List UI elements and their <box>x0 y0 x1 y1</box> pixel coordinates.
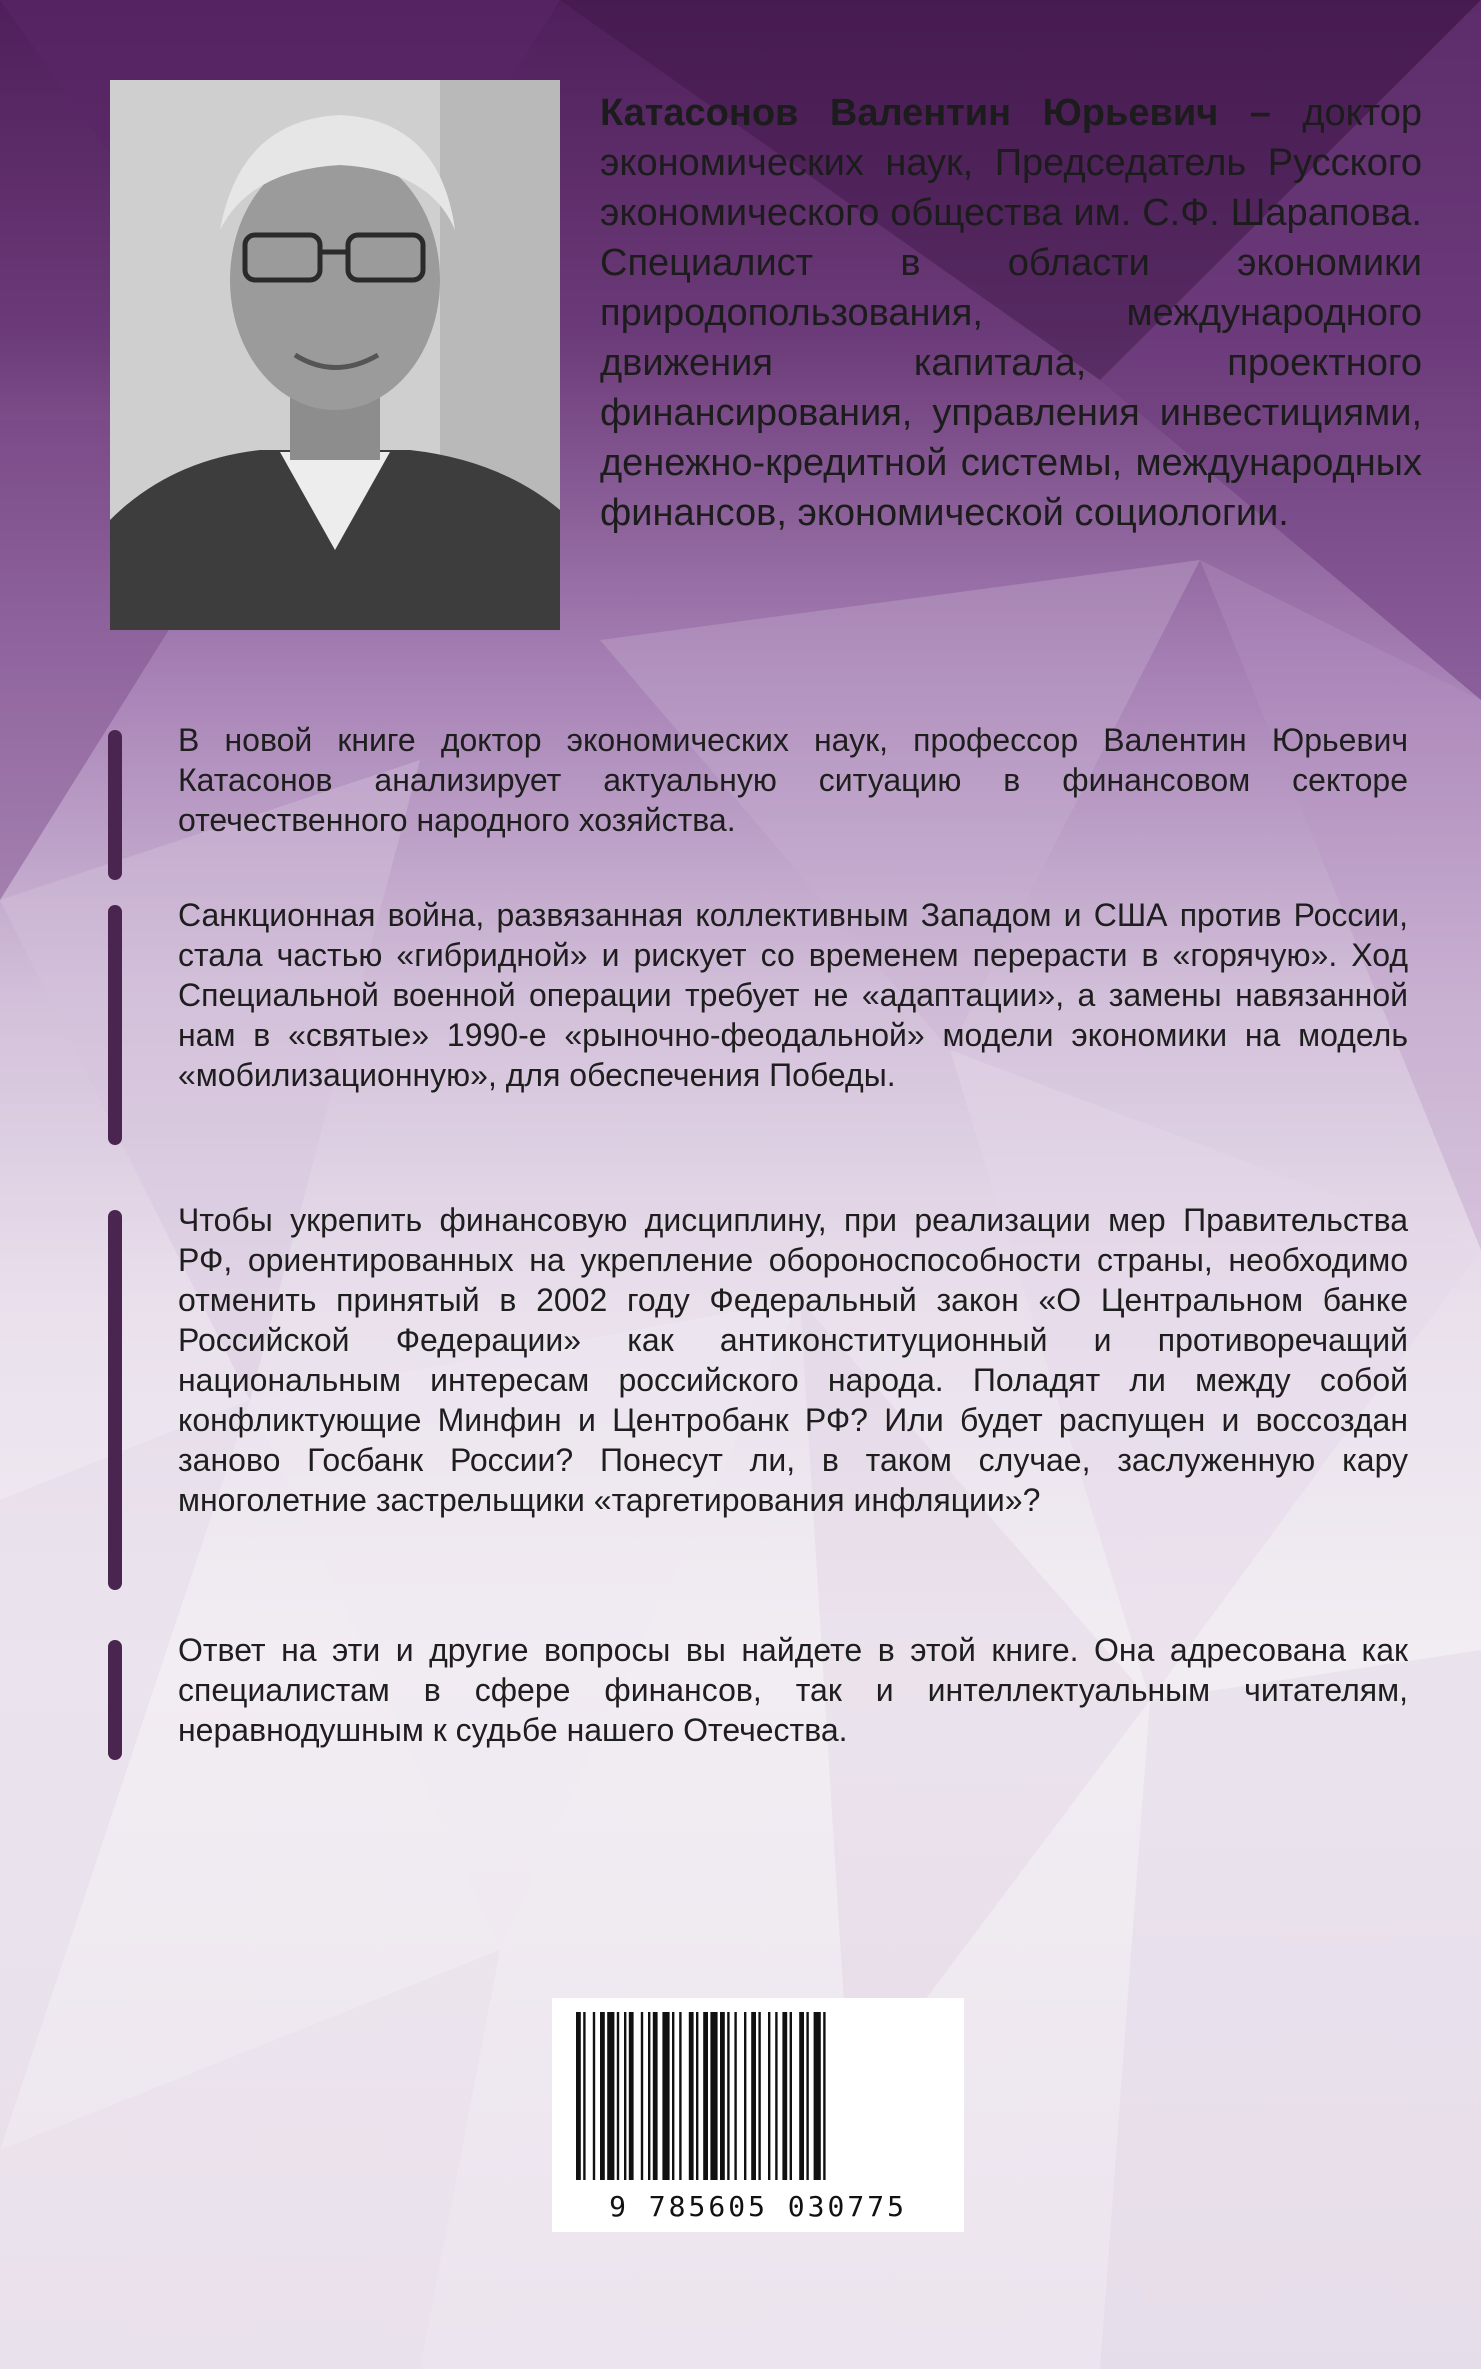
isbn-number: 9 785605 030775 <box>552 2190 964 2224</box>
barcode-stripe <box>629 2012 634 2180</box>
paragraph-1: В новой книге доктор экономических наук, профессор Валентин Юрьевич Катасонов анализирует актуальную ситуацию в финансовом секторе отечественного народного хозяйства. <box>178 722 1408 838</box>
barcode-stripe <box>703 2012 708 2180</box>
author-bio <box>600 88 1422 538</box>
barcode-stripe <box>734 2012 736 2180</box>
barcode-stripe <box>744 2012 746 2180</box>
barcode-stripe <box>751 2012 756 2180</box>
barcode-stripe <box>600 2012 605 2180</box>
barcode-stripe <box>624 2012 626 2180</box>
barcode-stripe <box>782 2012 787 2180</box>
barcode-stripe <box>576 2012 581 2180</box>
paragraph-bar-2 <box>108 905 122 1145</box>
paragraph-bar-1 <box>108 730 122 880</box>
barcode-stripe <box>641 2012 643 2180</box>
barcode-stripe <box>710 2012 717 2180</box>
paragraph-bar-4 <box>108 1640 122 1760</box>
paragraph-bar-3 <box>108 1210 122 1590</box>
author-name: Катасонов Валентин Юрьевич – <box>600 92 1271 134</box>
barcode-stripe <box>662 2012 669 2180</box>
barcode-stripe <box>727 2012 729 2180</box>
barcode-stripe <box>806 2012 808 2180</box>
barcode-stripe <box>790 2012 792 2180</box>
barcode-stripe <box>607 2012 614 2180</box>
barcode-stripe <box>758 2012 760 2180</box>
paragraph-3: Чтобы укрепить финансовую дисциплину, при реализации мер Правительства РФ, ориентированных на укрепление обороноспособности страны, необходимо отменить принятый в 2002 году Федеральный закон «О Центральном банке Российской Федерации» как антиконституционный и противоречащий национальным интересам российского народа. Поладят ли между собой конфликтующие Минфин и Центробанк РФ? Или будет распущен и воссоздан заново Госбанк России? Понесут ли, в таком случае, заслуженную кару многолетние застрельщики «таргетирования инфляции»? <box>178 1202 1408 1518</box>
barcode-stripe <box>617 2012 619 2180</box>
author-description: доктор экономических наук, Председатель Русского экономического общества им. С.Ф. Шарапова. Специалист в области экономики природопользования, международного движения капитала, проектного финансирования, управления инвестициями, денежно-кредитной системы, международных финансов, экономической социологии. <box>600 92 1422 534</box>
barcode-stripe <box>689 2012 694 2180</box>
barcode-stripe <box>768 2012 770 2180</box>
barcode-stripe <box>583 2012 585 2180</box>
paragraph-4: Ответ на эти и другие вопросы вы найдете в этой книге. Она адресована как специалистам в сфере финансов, так и интеллектуальным читателям, неравнодушным к судьбе нашего Отечества. <box>178 1632 1408 1748</box>
barcode-stripe <box>720 2012 725 2180</box>
paragraph-2: Санкционная война, развязанная коллективным Западом и США против России, стала частью «гибридной» и рискует со временем перерасти в «горячую». Ход Специальной военной операции требует не «адаптации», а замены навязанной нам в «святые» 1990-е «рыночно-феодальной» модели экономики на модель «мобилизационную», для обеспечения Победы. <box>178 897 1408 1093</box>
barcode-stripe <box>696 2012 698 2180</box>
barcode-stripe <box>775 2012 777 2180</box>
barcode-stripe <box>648 2012 650 2180</box>
barcode-stripe <box>653 2012 658 2180</box>
barcode-stripe <box>679 2012 681 2180</box>
barcode-stripe <box>593 2012 595 2180</box>
barcode-stripe <box>672 2012 674 2180</box>
barcode-stripe <box>799 2012 804 2180</box>
barcode-stripe <box>814 2012 821 2180</box>
author-photo <box>110 80 560 630</box>
barcode-stripe <box>823 2012 825 2180</box>
